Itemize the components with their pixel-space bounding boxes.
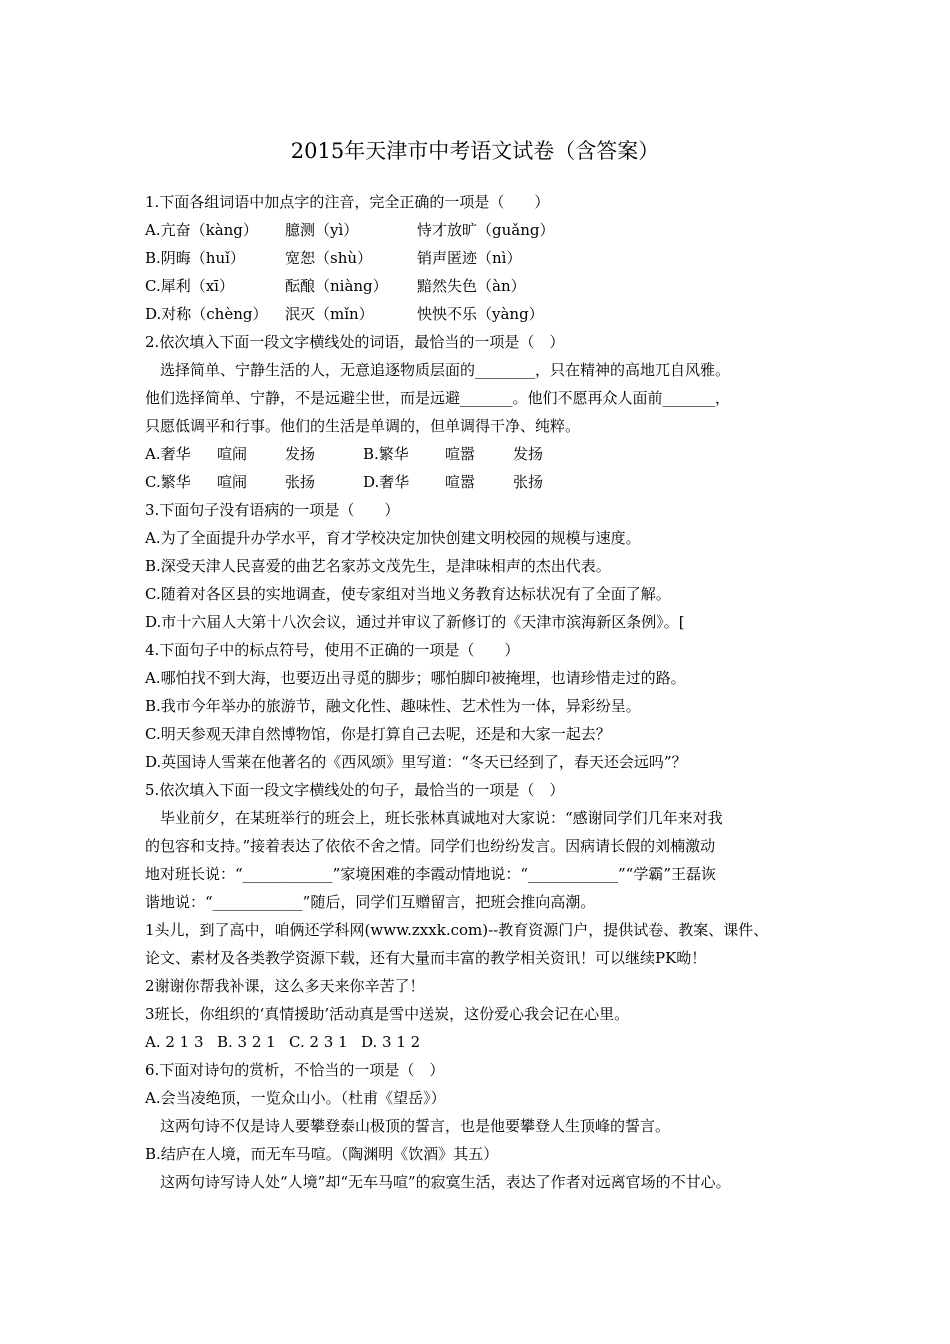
- option-cell: C.繁华: [145, 473, 191, 491]
- option-cell: 销声匿迹（nì）: [417, 249, 522, 267]
- text-line: 论文、素材及各类教学资源下载，还有大量而丰富的教学相关资讯！可以继续PK呦！: [145, 949, 707, 967]
- text-line: A.哪怕找不到大海，也要迈出寻觅的脚步；哪怕脚印被掩埋，也请珍惜走过的路。: [145, 669, 686, 687]
- text-line: 1.下面各组词语中加点字的注音，完全正确的一项是（ ）: [145, 193, 550, 211]
- option-cell: 怏怏不乐（yàng）: [417, 305, 544, 323]
- text-line: 他们选择简单、宁静，不是远避尘世，而是远避_______。他们不愿再众人面前_______，: [145, 389, 731, 407]
- option-cell: D. 3 1 2: [361, 1033, 421, 1051]
- text-line: 只愿低调平和行事。他们的生活是单调的，但单调得干净、纯粹。: [145, 417, 581, 435]
- option-cell: 发扬: [285, 445, 316, 463]
- option-cell: C. 2 3 1: [289, 1033, 348, 1051]
- text-line: 5.依次填入下面一段文字横线处的句子，最恰当的一项是（ ）: [145, 781, 565, 799]
- text-line: 3.下面句子没有语病的一项是（ ）: [145, 501, 400, 519]
- option-cell: A.亢奋（kàng）: [145, 221, 258, 239]
- text-line: A.会当凌绝顶，一览众山小。（杜甫《望岳》）: [145, 1089, 446, 1107]
- text-line: 这两句诗写诗人处“人境”却“无车马喧”的寂寞生活，表达了作者对远离官场的不甘心。: [145, 1173, 731, 1191]
- option-row: [145, 272, 835, 300]
- option-cell: C.犀利（xī）: [145, 277, 234, 295]
- text-line: 地对班长说：“____________”家境困难的李霞动情地说：“____________”“学霸”王磊诙: [145, 865, 717, 883]
- text-line: B.我市今年举办的旅游节，融文化性、趣味性、艺术性为一体，异彩纷呈。: [145, 697, 641, 715]
- text-line: B.结庐在人境，而无车马喧。（陶渊明《饮酒》其五）: [145, 1145, 499, 1163]
- option-cell: 发扬: [513, 445, 544, 463]
- option-cell: 张扬: [513, 473, 544, 491]
- option-cell: A.奢华: [145, 445, 191, 463]
- text-line: 2.依次填入下面一段文字横线处的词语，最恰当的一项是（ ）: [145, 333, 565, 351]
- text-line: 毕业前夕，在某班举行的班会上，班长张林真诚地对大家说：“感谢同学们几年来对我: [145, 809, 723, 827]
- option-row: [145, 440, 835, 468]
- option-cell: 臆测（yì）: [285, 221, 359, 239]
- text-line: 这两句诗不仅是诗人要攀登泰山极顶的誓言，也是他要攀登人生顶峰的誓言。: [145, 1117, 671, 1135]
- option-cell: 喧闹: [217, 445, 248, 463]
- text-line: 选择简单、宁静生活的人，无意追逐物质层面的________，只在精神的高地兀自风雅。: [145, 361, 731, 379]
- text-line: D.市十六届人大第十八次会议，通过并审议了新修订的《天津市滨海新区条例》。[: [145, 613, 685, 631]
- option-row: [145, 244, 835, 272]
- option-cell: A. 2 1 3: [145, 1033, 204, 1051]
- option-cell: B.阴晦（huǐ）: [145, 249, 245, 267]
- document-title: 2015年天津市中考语文试卷（含答案）: [290, 139, 660, 163]
- option-cell: 黯然失色（àn）: [417, 277, 526, 295]
- option-cell: 酝酿（niàng）: [285, 277, 388, 295]
- text-line: 谐地说：“____________”随后，同学们互赠留言，把班会推向高潮。: [145, 893, 596, 911]
- option-row: [145, 1028, 835, 1056]
- text-line: D.英国诗人雪莱在他著名的《西风颂》里写道：“冬天已经到了，春天还会远吗”？: [145, 753, 687, 771]
- exam-text: [145, 188, 835, 1196]
- option-row: [145, 468, 835, 496]
- option-cell: 喧嚣: [445, 445, 476, 463]
- option-cell: 宽恕（shù）: [285, 249, 373, 267]
- text-line: C.随着对各区县的实地调查，使专家组对当地义务教育达标状况有了全面了解。: [145, 585, 671, 603]
- text-line: 的包容和支持。”接着表达了依依不舍之情。同学们也纷纷发言。因病请长假的刘楠激动: [145, 837, 716, 855]
- text-line: 6.下面对诗句的赏析，不恰当的一项是（ ）: [145, 1061, 445, 1079]
- option-cell: 喧嚣: [445, 473, 476, 491]
- option-cell: B. 3 2 1: [217, 1033, 276, 1051]
- option-cell: 泯灭（mǐn）: [285, 305, 374, 323]
- text-line: 4.下面句子中的标点符号，使用不正确的一项是（ ）: [145, 641, 520, 659]
- text-line: 2谢谢你帮我补课，这么多天来你辛苦了！: [145, 977, 425, 995]
- text-line: 1头儿，到了高中，咱俩还学科网(www.zxxk.com)--教育资源门户，提供试卷、教案、课件、: [145, 921, 769, 939]
- option-row: [145, 216, 835, 244]
- option-cell: 张扬: [285, 473, 316, 491]
- option-row: [145, 300, 835, 328]
- option-cell: D.奢华: [363, 473, 410, 491]
- option-cell: D.对称（chèng）: [145, 305, 268, 323]
- text-line: B.深受天津人民喜爱的曲艺名家苏文茂先生，是津味相声的杰出代表。: [145, 557, 611, 575]
- option-cell: B.繁华: [363, 445, 409, 463]
- text-line: A.为了全面提升办学水平，育才学校决定加快创建文明校园的规模与速度。: [145, 529, 641, 547]
- text-line: C.明天参观天津自然博物馆，你是打算自己去呢，还是和大家一起去？: [145, 725, 611, 743]
- text-line: 3班长，你组织的‘真情援助’活动真是雪中送炭，这份爱心我会记在心里。: [145, 1005, 630, 1023]
- option-cell: 恃才放旷（guǎng）: [417, 221, 555, 239]
- option-cell: 喧闹: [217, 473, 248, 491]
